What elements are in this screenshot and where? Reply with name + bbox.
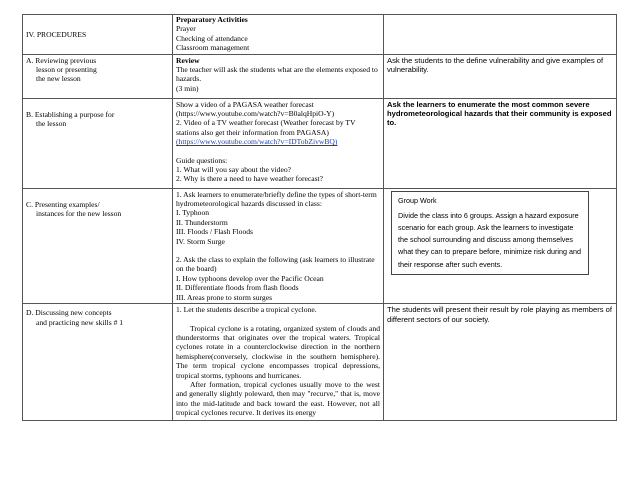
enumerate-intro: 1. Ask learners to enumerate/briefly define the types of short-term hydrometeorological hazards discussed in class: (176, 189, 377, 209)
row-b-label-line: the lesson (36, 119, 67, 129)
row-d-label-cell (23, 304, 173, 421)
row-c-activity-cell (173, 188, 384, 303)
review-time: (3 min) (176, 83, 199, 93)
explain-item: III. Areas prone to storm surges (176, 292, 273, 302)
review-text: The teacher will ask the students what are the elements exposed to hazards. (176, 65, 378, 84)
video-link-1[interactable]: (https://www.youtube.com/watch?v=B0alqHpiO-Y) (176, 109, 335, 119)
procedures-label-cell (23, 15, 173, 55)
preparatory-title: Preparatory Activities (176, 15, 248, 24)
row-d-activity-cell (173, 304, 384, 421)
row-d-right-cell (384, 304, 617, 421)
procedures-table (22, 14, 617, 421)
row-a-right-cell (384, 54, 617, 98)
attendance-text: Checking of attendance (176, 33, 248, 43)
row-d-right-text: The students will present their result by role playing as members of different sectors of our society. (387, 305, 612, 324)
row-a-label-line: A. Reviewing previous (26, 55, 97, 65)
row-d-label-line: and practicing new skills # 1 (36, 317, 124, 327)
cyclone-paragraph-1: Tropical cyclone is a rotating, organized system of clouds and thunderstorms that originates over the tropical waters. Tropical cyclones rotate in a counterclockwise direction in the northern hemisphere(conversely, clockwise in the southern hemisphere). The term tropical cyclone encompasses tropical depressions, tropical storms, typhoons and hurricanes. (176, 323, 380, 380)
guide-question-2: 2. Why is there a need to have weather forecast? (176, 174, 324, 184)
row-b-right-cell (384, 98, 617, 188)
explain-item: I. How typhoons develop over the Pacific Ocean (176, 273, 324, 283)
group-work-title: Group Work (398, 195, 437, 205)
row-a-label-line: lesson or presenting (36, 65, 97, 75)
procedures-label: IV. PROCEDURES (26, 29, 87, 39)
explain-intro: 2. Ask the class to explain the following (ask learners to illustrate on the board) (176, 255, 375, 274)
preparatory-cell (173, 15, 384, 55)
row-d (23, 304, 617, 421)
row-b-label-cell (23, 98, 173, 188)
row-a-label-line: the new lesson (36, 74, 81, 84)
video-link-2[interactable]: (https://www.youtube.com/watch?v=IDTobZivwBQ) (176, 137, 338, 147)
row-b (23, 98, 617, 188)
hazard-item: I. Typhoon (176, 208, 210, 218)
header-right-cell (384, 15, 617, 55)
row-c (23, 188, 617, 303)
row-a-label-cell (23, 54, 173, 98)
explain-item: II. Differentiate floods from flash floods (176, 283, 299, 293)
row-c-label-line: C. Presenting examples/ (26, 199, 100, 209)
video-line-1: Show a video of a PAGASA weather forecast (176, 99, 314, 109)
row-c-right-cell (384, 188, 617, 303)
review-title: Review (176, 55, 200, 65)
classroom-management-text: Classroom management (176, 43, 250, 53)
row-b-label-line: B. Establishing a purpose for (26, 109, 115, 119)
row-a (23, 54, 617, 98)
hazard-item: III. Floods / Flash Floods (176, 227, 254, 237)
row-b-right-text: Ask the learners to enumerate the most common severe hydrometeorological hazards that their community is exposed to. (387, 99, 612, 128)
hazard-item: IV. Storm Surge (176, 236, 225, 246)
row-d-label-line: D. Discussing new concepts (26, 308, 112, 318)
guide-question-1: 1. What will you say about the video? (176, 165, 292, 175)
row-a-right-text: Ask the students to the define vulnerability and give examples of vulnerability. (387, 55, 604, 75)
row-c-label-cell (23, 188, 173, 303)
guide-questions-title: Guide questions: (176, 155, 228, 165)
procedures-header-row (23, 15, 617, 55)
cyclone-paragraph-2: After formation, tropical cyclones usually move to the west and generally slightly poleward, then may "recurve," that is, move into the mid-latitude and back toward the east. However, not all tropical cyclones recurve. It derives its energy (176, 379, 380, 418)
video-line-2: 2. Video of a TV weather forecast (Weather forecast by TV stations also get their information from PAGASA) (176, 118, 356, 137)
row-a-activity-cell (173, 54, 384, 98)
hazard-item: II. Thunderstorm (176, 217, 228, 227)
prayer-text: Prayer (176, 24, 196, 34)
group-work-text: Divide the class into 6 groups. Assign a hazard exposure scenario for each group. Ask the learners to investigate the school surrounding and discuss among themselves what they can to prepare before, minimize risk during and their response after such events. (398, 210, 581, 269)
describe-cyclone-line: 1. Let the students describe a tropical cyclone. (176, 305, 317, 315)
row-c-label-line: instances for the new lesson (36, 209, 122, 219)
row-b-activity-cell (173, 98, 384, 188)
group-work-box (391, 191, 589, 275)
